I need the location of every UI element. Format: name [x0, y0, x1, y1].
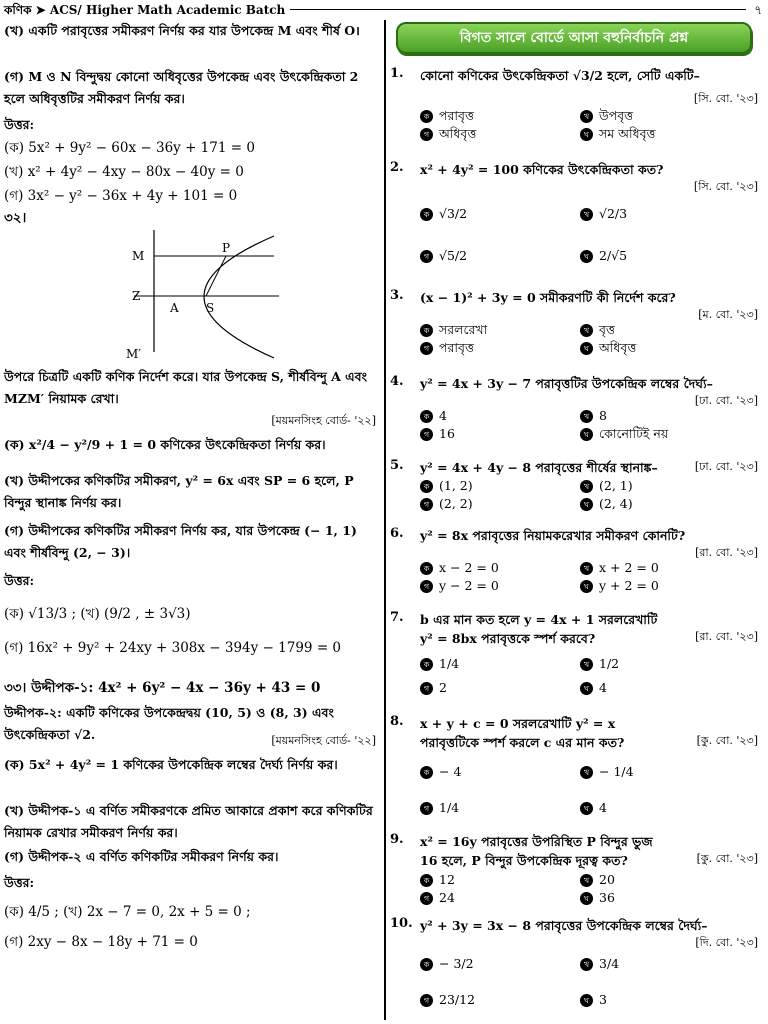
option-ga[interactable]: [420, 426, 455, 441]
page-header: [0, 0, 768, 18]
option-marker: গ: [420, 498, 433, 511]
option-gha[interactable]: [580, 126, 655, 146]
option-ga[interactable]: [420, 800, 459, 815]
question-number: 1.: [390, 66, 404, 81]
answer-line: (গ) 2xy − 8x − 18y + 71 = 0: [4, 934, 198, 950]
option-text: সরলরেখা: [439, 322, 488, 337]
option-marker: ক: [420, 658, 433, 671]
option-kha[interactable]: [580, 956, 619, 971]
mcq-section-banner: বিগত সালে বোর্ডে আসা বহুনির্বাচনি প্রশ্ন: [396, 22, 752, 54]
option-marker: খ: [580, 324, 593, 337]
question-text: y² + 3y = 3x − 8 পরাবৃত্তের উপকেন্দ্রিক লম্বের দৈর্ঘ্য–: [420, 918, 708, 933]
question-number: 6.: [390, 526, 404, 541]
option-gha[interactable]: [580, 992, 607, 1007]
option-ga[interactable]: [420, 340, 474, 360]
option-text: 36: [599, 890, 615, 905]
option-text: √5/2: [439, 248, 468, 263]
option-ka[interactable]: [420, 408, 447, 423]
option-text: (2, 2): [439, 496, 473, 511]
option-marker: খ: [580, 874, 593, 887]
option-marker: খ: [580, 766, 593, 779]
option-kha[interactable]: [580, 478, 633, 493]
option-text: অধিবৃত্ত: [599, 340, 637, 355]
question-number: 9.: [390, 832, 404, 847]
board-source: [রা. বো. '২৩]: [695, 546, 758, 559]
option-marker: খ: [580, 958, 593, 971]
option-ka[interactable]: [420, 872, 455, 887]
header-rule: [290, 9, 746, 10]
question-number: 7.: [390, 610, 404, 625]
parabola-figure: [114, 226, 324, 366]
option-ga[interactable]: [420, 992, 475, 1007]
option-marker: গ: [420, 682, 433, 695]
label-A: A: [170, 301, 179, 315]
parabola-curve: [204, 236, 274, 358]
option-text: বৃত্ত: [599, 322, 615, 337]
option-text: 1/4: [439, 800, 460, 815]
board-source: [কু. বো. '২৩]: [696, 852, 758, 865]
question-ga: (গ) M ও N বিন্দুদ্বয় কোনো অধিবৃত্তের উপকেন্দ্র এবং উৎকেন্দ্রিকতা 2 হলে অধিবৃত্তটির সমীকরণ নির্ণয় কর।: [4, 69, 359, 106]
question-33-kha: (খ) উদ্দীপক-১ এ বর্ণিত সমীকরণকে প্রমিত আকারে প্রকাশ করে কণিকটির নিয়ামক রেখার সমীকরণ নির্ণয় কর।: [4, 803, 373, 840]
option-marker: খ: [580, 410, 593, 423]
option-marker: ঘ: [580, 342, 593, 355]
answer-line: (খ) x² + 4y² − 4xy − 80x − 40y = 0: [4, 164, 244, 180]
option-ga[interactable]: [420, 890, 455, 905]
option-gha[interactable]: [580, 680, 607, 695]
board-source: [ময়মনসিংহ বোর্ড- '২২]: [271, 734, 376, 747]
option-marker: ঘ: [580, 498, 593, 511]
board-source: [ময়মনসিংহ বোর্ড- '২২]: [271, 414, 376, 427]
option-ka[interactable]: [420, 322, 487, 342]
question-number: 3.: [390, 288, 404, 303]
option-ka[interactable]: [420, 560, 499, 575]
label-S: S: [206, 301, 215, 315]
answer-line: (ক) 4/5 ; (খ) 2x − 7 = 0, 2x + 5 = 0 ;: [4, 904, 251, 920]
option-ka[interactable]: [420, 108, 474, 128]
question-text: b এর মান কত হলে y = 4x + 1 সরলরেখাটি y² = 8bx পরাবৃত্তকে স্পর্শ করবে?: [420, 612, 658, 646]
page-number: ৭: [754, 3, 762, 17]
option-text: 1/2: [599, 656, 620, 671]
option-text: পরাবৃত্ত: [439, 108, 474, 123]
question-text: (x − 1)² + 3y = 0 সমীকরণটি কী নির্দেশ করে?: [420, 290, 676, 305]
question-32-stem: উপরে চিত্রটি একটি কণিক নির্দেশ করে। যার উপকেন্দ্র S, শীর্ষবিন্দু A এবং MZM′ নিয়ামক রেখা।: [4, 369, 367, 406]
option-gha[interactable]: [580, 496, 633, 511]
option-gha[interactable]: [580, 426, 668, 446]
option-marker: ঘ: [580, 128, 593, 141]
option-text: 1/4: [439, 656, 460, 671]
question-text: y² = 4x + 4y − 8 পরাবৃত্তের শীর্ষের স্থানাঙ্ক–: [420, 460, 658, 475]
answer-line: (গ) 3x² − y² − 36x + 4y + 101 = 0: [4, 188, 238, 204]
question-number: 8.: [390, 714, 404, 729]
option-kha[interactable]: [580, 408, 607, 423]
option-text: (1, 2): [439, 478, 473, 493]
answer-line: (ক) √13/3 ; (খ) (9/2 , ± 3√3): [4, 606, 191, 622]
option-gha[interactable]: [580, 800, 607, 815]
option-text: 23/12: [439, 992, 476, 1007]
option-marker: ক: [420, 410, 433, 423]
option-marker: ঘ: [580, 428, 593, 441]
option-text: y − 2 = 0: [439, 578, 499, 593]
option-ga[interactable]: [420, 248, 467, 263]
question-kha: (খ) একটি পরাবৃত্তের সমীকরণ নির্ণয় কর যার উপকেন্দ্র M এবং শীর্ষ O।: [4, 23, 360, 38]
option-kha[interactable]: [580, 560, 659, 575]
option-gha[interactable]: [580, 248, 627, 263]
answer-label: উত্তর:: [4, 117, 35, 132]
question-33-ka: (ক) 5x² + 4y² = 1 কণিকের উপকেন্দ্রিক লম্বের দৈর্ঘ্য নির্ণয় কর।: [4, 757, 338, 772]
option-marker: ক: [420, 324, 433, 337]
option-marker: ঘ: [580, 250, 593, 263]
option-text: √3/2: [439, 206, 468, 221]
option-text: 3: [599, 992, 607, 1007]
answer-label: উত্তর:: [4, 875, 35, 890]
label-M-prime: M′: [126, 347, 142, 361]
board-source: [ঢা. বো. '২৩]: [694, 394, 758, 407]
option-marker: গ: [420, 802, 433, 815]
board-source: [সি. বো. '২৩]: [693, 92, 758, 105]
option-marker: খ: [580, 658, 593, 671]
option-gha[interactable]: [580, 890, 615, 905]
column-divider: [384, 20, 386, 1020]
option-marker: ক: [420, 874, 433, 887]
option-text: অধিবৃত্ত: [439, 126, 477, 141]
label-P: P: [222, 241, 231, 255]
board-source: [সি. বো. '২৩]: [693, 180, 758, 193]
question-number-32: ৩২।: [4, 210, 27, 226]
board-source: [রা. বো. '২৩]: [695, 630, 758, 643]
option-ka[interactable]: [420, 478, 473, 493]
focal-line: [206, 256, 226, 296]
option-marker: ঘ: [580, 994, 593, 1007]
option-ka[interactable]: [420, 206, 467, 221]
board-source: [কু. বো. '২৩]: [696, 734, 758, 747]
board-source: [ম. বো. '২৩]: [698, 308, 758, 321]
option-ga[interactable]: [420, 578, 499, 593]
option-marker: ঘ: [580, 580, 593, 593]
option-ka[interactable]: [420, 656, 459, 671]
header-title: কণিক ➤ ACS/ Higher Math Academic Batch: [4, 3, 286, 17]
board-source: [ঢা. বো. '২৩]: [694, 460, 758, 473]
option-text: 24: [439, 890, 455, 905]
option-text: (2, 1): [599, 478, 633, 493]
option-marker: খ: [580, 208, 593, 221]
option-text: (2, 4): [599, 496, 633, 511]
question-33-ga: (গ) উদ্দীপক-২ এ বর্ণিত কণিকটির সমীকরণ নির্ণয় কর।: [4, 849, 279, 864]
question-text: x² = 16y পরাবৃত্তের উপরিস্থিত P বিন্দুর ভুজ 16 হলে, P বিন্দুর উপকেন্দ্রিক দূরত্ব কত?: [420, 834, 653, 868]
option-text: 12: [439, 872, 455, 887]
question-text: x + y + c = 0 সরলরেখাটি y² = x পরাবৃত্তটিকে স্পর্শ করলে c এর মান কত?: [420, 716, 625, 750]
question-number: 4.: [390, 374, 404, 389]
option-marker: গ: [420, 994, 433, 1007]
option-text: − 4: [439, 764, 462, 779]
option-marker: গ: [420, 128, 433, 141]
option-marker: খ: [580, 562, 593, 575]
option-text: 20: [599, 872, 615, 887]
option-ka[interactable]: [420, 764, 461, 779]
option-kha[interactable]: [580, 872, 615, 887]
option-marker: গ: [420, 428, 433, 441]
option-kha[interactable]: [580, 206, 627, 221]
option-ga[interactable]: [420, 126, 476, 146]
board-source: [দি. বো. '২৩]: [695, 936, 758, 949]
option-ga[interactable]: [420, 496, 473, 511]
option-text: 4: [439, 408, 447, 423]
question-33-stem2: উদ্দীপক-২: একটি কণিকের উপকেন্দ্রদ্বয় (10, 5) ও (8, 3) এবং উৎকেন্দ্রিকতা √2.: [4, 705, 334, 742]
option-marker: ঘ: [580, 802, 593, 815]
question-32-ka: (ক) x²/4 − y²/9 + 1 = 0 কণিকের উৎকেন্দ্রিকতা নির্ণয় কর।: [4, 437, 326, 452]
option-text: কোনোটিই নয়: [599, 426, 669, 441]
option-gha[interactable]: [580, 340, 636, 360]
option-text: − 3/2: [439, 956, 474, 971]
question-number: 2.: [390, 160, 404, 175]
option-kha[interactable]: [580, 656, 619, 671]
option-text: x + 2 = 0: [599, 560, 659, 575]
question-text: x² + 4y² = 100 কণিকের উৎকেন্দ্রিকতা কত?: [420, 162, 664, 177]
option-text: 4: [599, 680, 607, 695]
question-33-stem1: ৩৩। উদ্দীপক-১: 4x² + 6y² − 4x − 36y + 43 = 0: [4, 680, 321, 696]
option-marker: গ: [420, 580, 433, 593]
option-marker: গ: [420, 250, 433, 263]
option-kha[interactable]: [580, 322, 615, 342]
option-ga[interactable]: [420, 680, 447, 695]
option-marker: ক: [420, 208, 433, 221]
label-M: M: [132, 249, 145, 263]
option-text: − 1/4: [599, 764, 634, 779]
option-text: 4: [599, 800, 607, 815]
option-text: পরাবৃত্ত: [439, 340, 474, 355]
option-marker: ক: [420, 958, 433, 971]
option-text: y + 2 = 0: [599, 578, 659, 593]
option-text: x − 2 = 0: [439, 560, 499, 575]
option-kha[interactable]: [580, 764, 634, 779]
option-marker: ক: [420, 766, 433, 779]
option-text: 2: [439, 680, 447, 695]
option-marker: গ: [420, 892, 433, 905]
option-marker: ঘ: [580, 892, 593, 905]
option-marker: গ: [420, 342, 433, 355]
answer-line: (ক) 5x² + 9y² − 60x − 36y + 171 = 0: [4, 140, 255, 156]
option-ka[interactable]: [420, 956, 474, 971]
answer-line: (গ) 16x² + 9y² + 24xy + 308x − 394y − 1799 = 0: [4, 640, 342, 656]
option-marker: ক: [420, 480, 433, 493]
option-kha[interactable]: [580, 108, 633, 128]
label-Z: Z: [132, 289, 141, 303]
option-marker: খ: [580, 480, 593, 493]
question-text: y² = 4x + 3y − 7 পরাবৃত্তটির উপকেন্দ্রিক লম্বের দৈর্ঘ্য–: [420, 376, 713, 391]
option-text: √2/3: [599, 206, 628, 221]
option-marker: খ: [580, 110, 593, 123]
question-text: কোনো কণিকের উৎকেন্দ্রিকতা √3/2 হলে, সেটি একটি–: [420, 68, 700, 83]
option-marker: ঘ: [580, 682, 593, 695]
question-32-ga: (গ) উদ্দীপকের কণিকটির সমীকরণ নির্ণয় কর, যার উপকেন্দ্র (− 1, 1) এবং শীর্ষবিন্দু (2, − 3)।: [4, 523, 357, 560]
option-text: 8: [599, 408, 607, 423]
option-text: 3/4: [599, 956, 620, 971]
option-marker: ক: [420, 110, 433, 123]
option-text: সম অধিবৃত্ত: [599, 126, 656, 141]
question-32-kha: (খ) উদ্দীপকের কণিকটির সমীকরণ, y² = 6x এবং SP = 6 হলে, P বিন্দুর স্থানাঙ্ক নির্ণয় কর।: [4, 473, 354, 510]
option-text: উপবৃত্ত: [599, 108, 634, 123]
answer-label: উত্তর:: [4, 573, 35, 588]
option-text: 16: [439, 426, 455, 441]
option-text: 2/√5: [599, 248, 628, 263]
question-text: y² = 8x পরাবৃত্তের নিয়ামকরেখার সমীকরণ কোনটি?: [420, 528, 686, 543]
question-number: 5.: [390, 458, 404, 473]
option-gha[interactable]: [580, 578, 659, 593]
question-number: 10.: [390, 916, 413, 931]
option-marker: ক: [420, 562, 433, 575]
